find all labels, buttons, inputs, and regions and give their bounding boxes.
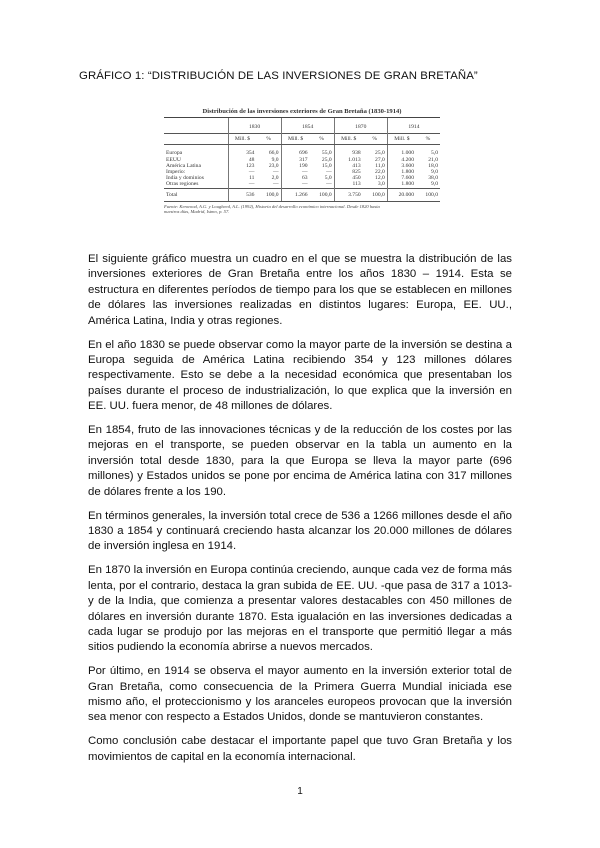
table-cell: 5,0 <box>324 175 332 182</box>
table-cell: 25,0 <box>321 156 332 163</box>
table-cell: 536 <box>228 188 256 201</box>
table-cell-label: EEUU <box>166 156 181 163</box>
table-cell: 100,0 <box>416 188 440 201</box>
table-cell: 1.266 <box>281 188 309 201</box>
table-cell: 5,0 <box>431 150 438 157</box>
table-cell: 66,0 <box>268 150 279 157</box>
year-header: 1830 <box>228 118 281 134</box>
table-cell: 18,0 <box>428 162 438 169</box>
unit-header: Mill. $ <box>281 134 309 145</box>
table-cell: 4.200 <box>387 157 416 163</box>
unit-header: Mill. $ <box>228 134 256 145</box>
unit-header: Mill. $ <box>334 134 362 145</box>
table-cell: 1.000 <box>387 145 416 157</box>
table-cell: 1.800 <box>387 181 416 188</box>
table-cell: 825 <box>334 169 362 175</box>
table-cell: 55,0 <box>321 150 332 157</box>
table-cell: 1.013 <box>334 157 362 163</box>
unit-header: % <box>363 134 388 145</box>
table-cell: 113 <box>334 181 362 188</box>
unit-header: % <box>256 134 281 145</box>
unit-header: Mill. $ <box>387 134 416 145</box>
paragraph: El siguiente gráfico muestra un cuadro en el que se muestra la distribución de las inversiones exteriores de Gran Bretaña entre los años 1830 – 1914. Esta se estructura en diferentes períodos de tiempo para los que se establecen en millones de dólares las inversiones realizadas en distintos lugares: Europa, EE. UU., América Latina, India y otras regiones. <box>88 253 512 327</box>
table-cell-label: Imperio: <box>166 169 186 176</box>
table-cell-label: India y dominios <box>166 175 204 182</box>
paragraph: En 1870 la inversión en Europa continúa creciendo, aunque cada vez de forma más lenta, por el contrario, destaca la gran subida de EE. UU. -que pasa de 317 a 1013- y de la India, que comienza a presentar valores destacables con 450 millones de dólares en inversión durante 1870. Esta igualación en las inversiones dedicadas a cada lugar se produjo por las mejoras en el transporte que permitió llegar a más sitios pudiendo la economía abrirse a nuevos mercados. <box>88 564 512 654</box>
table-cell: 696 <box>281 145 309 157</box>
paragraph: Por último, en 1914 se observa el mayor aumento en la inversión exterior total de Gran Bretaña, como consecuencia de la Primera Guerra Mundial iniciada ese mismo año, el proteccionismo y los aranceles europeos provocan que la inversión sea menor con respecto a Estados Unidos, donde se mantuvieron constantes. <box>88 665 512 724</box>
table-cell: — <box>273 181 279 188</box>
table-cell: 9,0 <box>431 169 438 176</box>
table-cell: — <box>281 181 309 188</box>
source-line: nuestros días, Madrid, Istmo, p. 57. <box>164 209 230 215</box>
table-cell: 100,0 <box>256 188 281 201</box>
table-cell-label: América Latina <box>166 162 201 169</box>
table-cell: 63 <box>281 175 309 181</box>
table-cell: 12,0 <box>375 175 385 182</box>
table-cell: 20.000 <box>387 188 416 201</box>
table-cell: 38,0 <box>428 175 438 182</box>
investment-table <box>164 118 440 202</box>
table-cell: 354 <box>228 145 256 157</box>
paragraph: Como conclusión cabe destacar el importante papel que tuvo Gran Bretaña y los movimientos de capital en la economía internacional. <box>88 735 512 763</box>
table-cell: 11 <box>228 175 256 181</box>
paragraph: En términos generales, la inversión total crece de 536 a 1266 millones desde el año 1830 a 1854 y continuará creciendo hasta alcanzar los 20.000 millones de dólares de inversión inglesa en 1914. <box>88 509 512 553</box>
table-unit-header <box>164 134 440 145</box>
table-row <box>164 145 440 157</box>
year-header: 1870 <box>334 118 387 134</box>
table-cell: 3.750 <box>334 188 362 201</box>
table-cell: 100,0 <box>363 188 388 201</box>
figure-heading: GRÁFICO 1: “DISTRIBUCIÓN DE LAS INVERSIONES DE GRAN BRETAÑA” <box>79 70 478 82</box>
table-cell: — <box>326 169 332 176</box>
table-cell-label: Otras regiones <box>166 181 199 188</box>
table-cell: 11,0 <box>375 162 385 169</box>
year-header: 1914 <box>387 118 440 134</box>
table-cell: 15,0 <box>321 162 332 169</box>
table-cell: 22,0 <box>375 169 385 176</box>
paragraph: En el año 1830 se puede observar como la mayor parte de la inversión se destina a Europa seguida de América Latina recibiendo 354 y 123 millones dólares respectivamente. Esto se debe a la necesidad económica que presentaban los países durante el proceso de industrialización, lo que explica que la inversión en EE. UU. fuera menor, de 48 millones de dólares. <box>88 338 512 413</box>
table-cell: 3.600 <box>387 163 416 169</box>
table-cell: 9,0 <box>431 181 438 188</box>
table-title: Distribución de las inversiones exteriores de Gran Bretaña (1830-1914) <box>164 108 440 118</box>
table-row <box>164 181 440 188</box>
table-cell: — <box>228 181 256 188</box>
table-cell: 1.800 <box>387 169 416 175</box>
table-cell: 25,0 <box>375 150 385 157</box>
table-cell: 21,0 <box>428 156 438 163</box>
table-cell: 317 <box>281 157 309 163</box>
table-cell: 23,0 <box>268 162 279 169</box>
table-cell: 190 <box>281 163 309 169</box>
table-source-note <box>164 204 440 215</box>
table-year-header <box>164 118 440 134</box>
table-cell: 2,0 <box>271 175 279 182</box>
table-cell: 413 <box>334 163 362 169</box>
table-cell: — <box>281 169 309 175</box>
body-text <box>88 252 512 774</box>
paragraph: En 1854, fruto de las innovaciones técnicas y de la reducción de los costes por las mejoras en el transporte, se pueden observar en la tabla un aumento en la inversión total desde 1830, para la que Europa se lleva la mayor parte (696 millones) y Estados unidos se pone por encima de América latina con 317 millones de dólares frente a los 190. <box>88 424 512 498</box>
table-cell-label: Total <box>164 188 228 201</box>
table-cell: — <box>228 169 256 175</box>
table-cell: 9,0 <box>271 156 279 163</box>
table-body <box>164 145 440 188</box>
table-cell: 450 <box>334 175 362 181</box>
table-cell: 48 <box>228 157 256 163</box>
table-cell: 938 <box>334 145 362 157</box>
table-cell: 27,0 <box>375 156 385 163</box>
table-cell: — <box>273 169 279 176</box>
unit-header: % <box>416 134 440 145</box>
unit-header: % <box>310 134 335 145</box>
table-cell-label: Europa <box>166 150 183 157</box>
scanned-table-figure <box>164 108 440 215</box>
page-number: 1 <box>297 786 303 797</box>
table-cell: 3,0 <box>377 181 385 188</box>
table-cell: 123 <box>228 163 256 169</box>
year-header: 1854 <box>281 118 334 134</box>
table-cell: — <box>326 181 332 188</box>
table-cell: 100,0 <box>310 188 335 201</box>
table-cell: 7.600 <box>387 175 416 181</box>
table-total-row <box>164 188 440 201</box>
source-line: Fuente: Kenwood, A.G. y Lougheed, A.L. (1992), Historia del desarrollo económico internacional. Desde 1820 hasta <box>164 203 380 209</box>
